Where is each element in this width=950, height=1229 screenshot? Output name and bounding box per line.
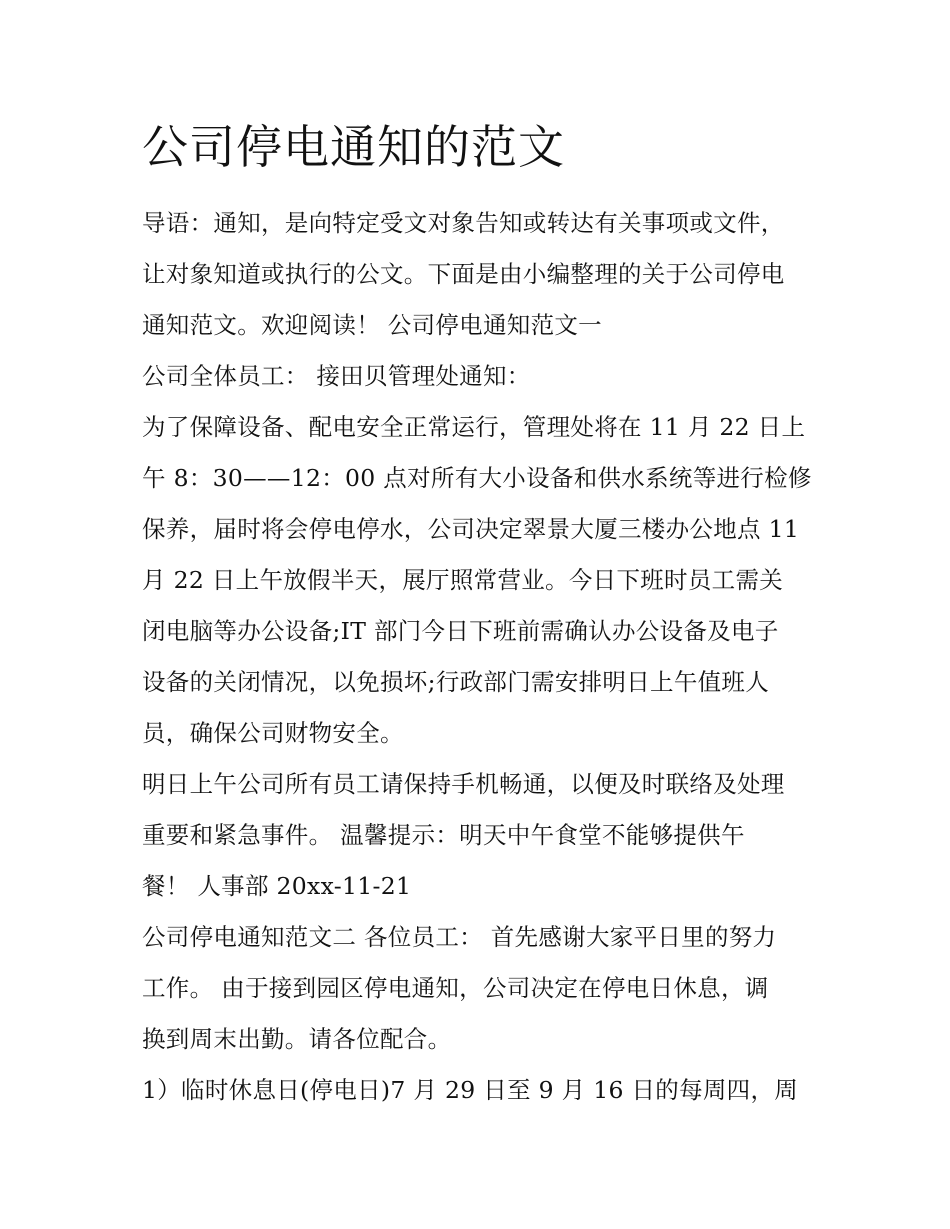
body-line: 明日上午公司所有员工请保持手机畅通，以便及时联络及处理 bbox=[142, 770, 785, 798]
document-title: 公司停电通知的范文 bbox=[142, 120, 565, 174]
body-line: 通知范文。欢迎阅读！ 公司停电通知范文一 bbox=[142, 311, 602, 339]
body-line: 设备的关闭情况，以免损坏;行政部门需安排明日上午值班人 bbox=[142, 668, 770, 696]
body-line: 员，确保公司财物安全。 bbox=[142, 719, 404, 747]
body-line: 餐！ 人事部 20xx-11-21 bbox=[142, 872, 412, 900]
body-line: 1）临时休息日(停电日)7 月 29 日至 9 月 16 日的每周四，周 bbox=[142, 1076, 799, 1104]
body-line: 换到周末出勤。请各位配合。 bbox=[142, 1025, 452, 1053]
body-line: 为了保障设备、配电安全正常运行，管理处将在 11 月 22 日上 bbox=[142, 413, 806, 441]
body-line: 公司停电通知范文二 各位员工： 首先感谢大家平日里的努力 bbox=[142, 923, 777, 951]
body-line: 让对象知道或执行的公文。下面是由小编整理的关于公司停电 bbox=[142, 260, 785, 288]
body-line: 重要和紧急事件。 温馨提示：明天中午食堂不能够提供午 bbox=[142, 821, 745, 849]
body-line: 月 22 日上午放假半天，展厅照常营业。今日下班时员工需关 bbox=[142, 566, 784, 594]
body-line: 工作。 由于接到园区停电通知，公司决定在停电日休息，调 bbox=[142, 974, 769, 1002]
body-line: 公司全体员工： 接田贝管理处通知： bbox=[142, 362, 531, 390]
body-line: 导语：通知，是向特定受文对象告知或转达有关事项或文件， bbox=[142, 209, 785, 237]
body-line: 闭电脑等办公设备;IT 部门今日下班前需确认办公设备及电子 bbox=[142, 617, 779, 645]
body-line: 保养，届时将会停电停水，公司决定翠景大厦三楼办公地点 11 bbox=[142, 515, 800, 543]
body-line: 午 8：30——12：00 点对所有大小设备和供水系统等进行检修 bbox=[142, 464, 812, 492]
